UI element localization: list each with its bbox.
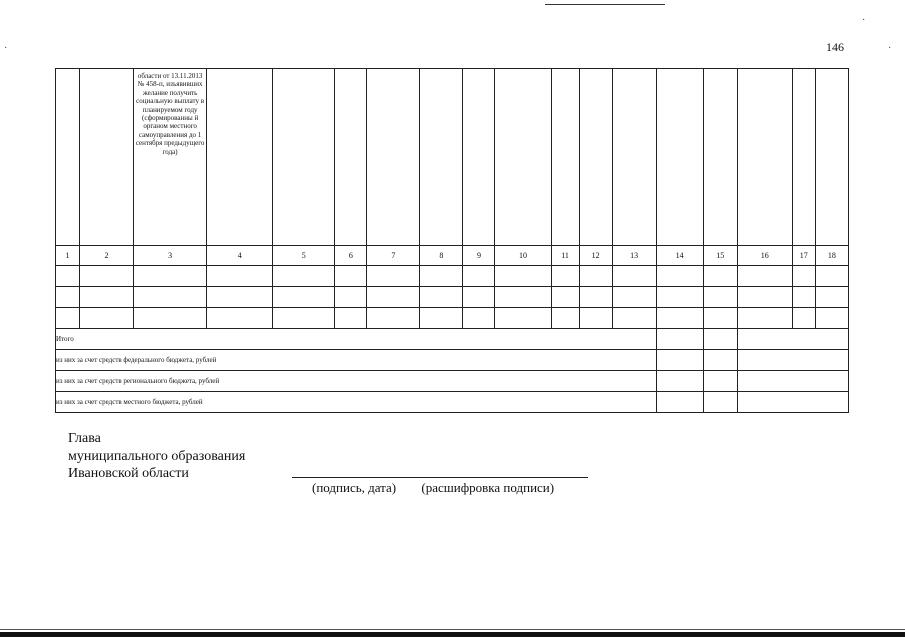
empty-cell xyxy=(579,266,612,287)
empty-cell xyxy=(737,287,792,308)
header-cell xyxy=(367,69,420,246)
bottom-scan-line xyxy=(0,629,905,630)
summary-blank-cell xyxy=(737,350,848,371)
signature-title-line3: Ивановской области xyxy=(68,466,189,481)
empty-cell xyxy=(420,287,463,308)
empty-cell xyxy=(463,287,495,308)
summary-blank-cell xyxy=(737,371,848,392)
empty-cell xyxy=(56,308,80,329)
empty-cell xyxy=(134,287,207,308)
summary-row xyxy=(56,350,849,371)
scan-speck: · xyxy=(888,43,892,54)
column-number-cell: 17 xyxy=(792,246,815,266)
summary-row xyxy=(56,329,849,350)
summary-value-cell xyxy=(703,329,737,350)
summary-value-cell xyxy=(703,371,737,392)
empty-cell xyxy=(367,287,420,308)
signature-line xyxy=(292,477,588,478)
column-number-cell: 12 xyxy=(579,246,612,266)
header-cell xyxy=(737,69,792,246)
header-cell xyxy=(207,69,273,246)
empty-cell xyxy=(551,266,579,287)
header-cell xyxy=(335,69,367,246)
column-number-cell: 16 xyxy=(737,246,792,266)
header-cell xyxy=(656,69,703,246)
empty-cell xyxy=(134,266,207,287)
empty-cell xyxy=(815,266,848,287)
column-numbers-row xyxy=(56,246,849,266)
empty-cell xyxy=(815,287,848,308)
empty-cell xyxy=(495,266,551,287)
column-number-cell: 11 xyxy=(551,246,579,266)
header-cell xyxy=(273,69,335,246)
scan-speck: · xyxy=(4,43,8,54)
column-number-cell: 3 xyxy=(134,246,207,266)
summary-value-cell xyxy=(656,371,703,392)
empty-cell xyxy=(56,266,80,287)
column-number-cell: 1 xyxy=(56,246,80,266)
empty-cell xyxy=(792,308,815,329)
page-number: 146 xyxy=(826,40,844,54)
empty-cell xyxy=(80,266,134,287)
empty-cell xyxy=(134,308,207,329)
empty-cell xyxy=(579,287,612,308)
empty-row xyxy=(56,308,849,329)
summary-row xyxy=(56,371,849,392)
empty-cell xyxy=(80,287,134,308)
column-number-cell: 4 xyxy=(207,246,273,266)
header-cell xyxy=(80,69,134,246)
signature-title-line1: Глава xyxy=(68,431,101,446)
empty-cell xyxy=(80,308,134,329)
header-cell xyxy=(703,69,737,246)
empty-cell xyxy=(335,266,367,287)
empty-cell xyxy=(463,308,495,329)
empty-cell xyxy=(737,308,792,329)
column-number-cell: 10 xyxy=(495,246,551,266)
empty-cell xyxy=(612,266,656,287)
empty-cell xyxy=(273,287,335,308)
empty-cell xyxy=(495,308,551,329)
column-number-cell: 8 xyxy=(420,246,463,266)
summary-value-cell xyxy=(703,392,737,413)
empty-cell xyxy=(656,266,703,287)
top-scan-line xyxy=(545,4,665,5)
empty-cell xyxy=(56,287,80,308)
empty-cell xyxy=(815,308,848,329)
header-cell xyxy=(579,69,612,246)
column-number-cell: 14 xyxy=(656,246,703,266)
empty-cell xyxy=(792,266,815,287)
empty-cell xyxy=(612,287,656,308)
summary-value-cell xyxy=(656,392,703,413)
header-cell xyxy=(792,69,815,246)
empty-row xyxy=(56,287,849,308)
empty-cell xyxy=(703,266,737,287)
empty-cell xyxy=(207,266,273,287)
empty-cell xyxy=(335,308,367,329)
empty-cell xyxy=(367,266,420,287)
column-number-cell: 7 xyxy=(367,246,420,266)
summary-blank-cell xyxy=(737,392,848,413)
empty-cell xyxy=(273,266,335,287)
empty-cell xyxy=(579,308,612,329)
signature-block xyxy=(68,430,245,483)
header-cell xyxy=(420,69,463,246)
summary-row xyxy=(56,392,849,413)
empty-row xyxy=(56,266,849,287)
summary-row-label: из них за счет средств регионального бюджета, рублей xyxy=(56,371,657,392)
summary-row-label: из них за счет средств федерального бюджета, рублей xyxy=(56,350,657,371)
column-number-cell: 9 xyxy=(463,246,495,266)
header-cell xyxy=(495,69,551,246)
empty-cell xyxy=(551,287,579,308)
header-cell xyxy=(551,69,579,246)
header-cell xyxy=(56,69,80,246)
empty-cell xyxy=(420,308,463,329)
empty-cell xyxy=(335,287,367,308)
column-number-cell: 6 xyxy=(335,246,367,266)
empty-cell xyxy=(656,308,703,329)
empty-cell xyxy=(495,287,551,308)
column-number-cell: 15 xyxy=(703,246,737,266)
empty-cell xyxy=(703,308,737,329)
empty-cell xyxy=(463,266,495,287)
data-table xyxy=(55,68,849,413)
empty-cell xyxy=(737,266,792,287)
summary-value-cell xyxy=(656,329,703,350)
empty-cell xyxy=(551,308,579,329)
column-number-cell: 5 xyxy=(273,246,335,266)
summary-blank-cell xyxy=(737,329,848,350)
caption-signature-date: (подпись, дата) xyxy=(312,480,397,495)
empty-cell xyxy=(703,287,737,308)
empty-cell xyxy=(420,266,463,287)
empty-cell xyxy=(207,287,273,308)
empty-cell xyxy=(792,287,815,308)
column-number-cell: 13 xyxy=(612,246,656,266)
summary-value-cell xyxy=(656,350,703,371)
empty-cell xyxy=(367,308,420,329)
header-cell xyxy=(134,69,207,246)
signature-title-line2: муниципального образования xyxy=(68,448,246,464)
summary-value-cell xyxy=(703,350,737,371)
header-row xyxy=(56,69,849,246)
header-cell xyxy=(612,69,656,246)
signature-captions xyxy=(312,480,554,496)
empty-cell xyxy=(612,308,656,329)
header-cell xyxy=(463,69,495,246)
column-number-cell: 18 xyxy=(815,246,848,266)
scan-speck: · xyxy=(862,15,866,26)
empty-cell xyxy=(656,287,703,308)
empty-cell xyxy=(273,308,335,329)
caption-signature-decoding: (расшифровка подписи) xyxy=(421,480,555,495)
summary-row-label: из них за счет средств местного бюджета, рублей xyxy=(56,392,657,413)
column-number-cell: 2 xyxy=(80,246,134,266)
header-cell xyxy=(815,69,848,246)
column-3-header-text: области от 13.11.2013 № 458-п, изъявивших желание получить социальную выплату в планируемом году (сформированны й органом местного самоуправления до 1 сентября предыдущего года) xyxy=(135,72,205,156)
empty-cell xyxy=(207,308,273,329)
summary-row-label: Итого xyxy=(56,329,657,350)
bottom-scan-border xyxy=(0,632,905,637)
